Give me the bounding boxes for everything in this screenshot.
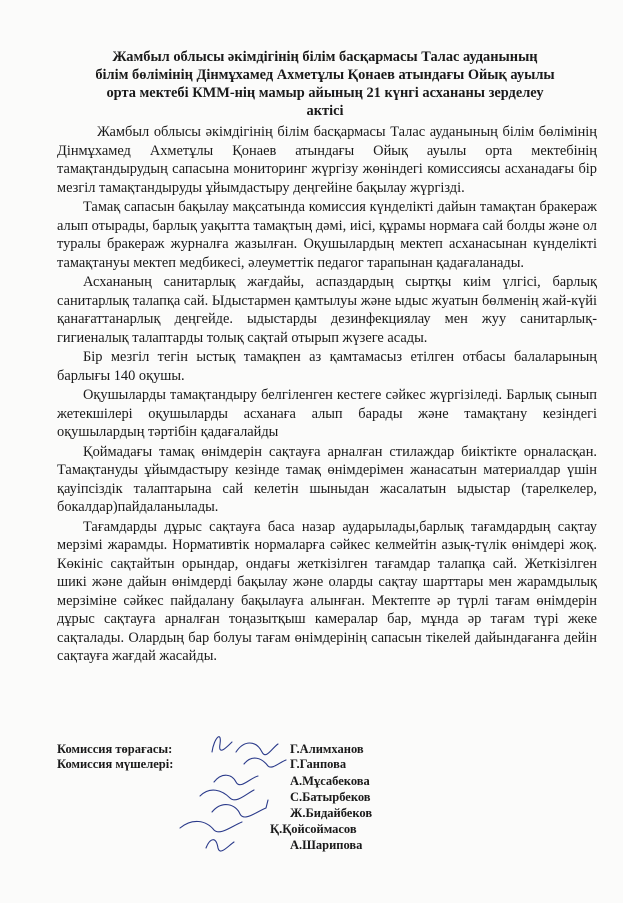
title-line-4: актісі xyxy=(306,103,344,119)
signatory-name: А.Мұсабекова xyxy=(290,774,370,788)
paragraph-schedule: Оқушыларды тамақтандыру белгіленген кестеге сәйкес жүргізіледі. Барлық сынып жетекшілері оқушыларды асханаға алып барады және тамақтану кезіндегі оқушылардың тәртібін қадағалайды xyxy=(57,387,597,440)
paragraph-sanitary: Асхананың санитарлық жағдайы, аспаздардың сыртқы киім үлгісі, барлық санитарлық талапқа сай. Ыдыстармен қамтылуы және ыдыс жуатын бөлменің жай-күйі қанағаттанарлық деңгейде. ыдыстарды дезинфекциялау мен жуу санитарлық-гигиеналық талаптарды толық сақтай отырып жүзеге асады. xyxy=(57,274,597,346)
paragraph-intro: Жамбыл облысы әкімдігінің білім басқармасы Талас ауданының білім бөлімінің Дінмұхамед Ахметұлы Қонаев атындағы Ойық ауылы орта мектебінің тамақтандырудың сапасына мониторинг жүргізу жөніндегі комиссиясы асханадағы бір мезгіл тамақтандыруды ұйымдастыру деңгейіне бақылау жүргізді. xyxy=(57,124,597,196)
title-line-1: Жамбыл облысы әкімдігінің білім басқармасы Талас ауданының xyxy=(112,49,538,65)
signatory-name: А.Шарипова xyxy=(290,838,363,852)
chair-label: Комиссия төрағасы: xyxy=(57,742,173,756)
signature-member-1 xyxy=(244,758,286,767)
title-line-3: орта мектебі КММ-нің мамыр айының 21 күнгі асхананы зерделеу xyxy=(106,85,544,101)
document-body xyxy=(57,123,597,667)
paragraph-storage: Қоймадағы тамақ өнімдерін сақтауға арналған стилаждар биіктікте орналасқан. Тамақтануды ұйымдастыру кезінде тамақ өнімдерімен жанасатын материалдар үшін қауіпсіздік талаптарына сай келетін шыныдан жасалатын ыдыстар (тарелкелер, бокалдар)пайдаланылады. xyxy=(57,443,597,515)
signature-member-2 xyxy=(214,775,258,784)
members-label: Комиссия мүшелері: xyxy=(57,757,174,771)
title-line-2: білім бөлімінің Дінмұхамед Ахметұлы Қонаев атындағы Ойық ауылы xyxy=(95,67,555,83)
paragraph-free-meals: Бір мезгіл тегін ыстық тамақпен аз қамтамасыз етілген отбасы балаларының барлығы 140 оқушы. xyxy=(57,349,597,384)
paragraph-food-quality: Тамақ сапасын бақылау мақсатында комиссия күнделікті дайын тамақтан бракераж алып отырады, барлық уақытта тамақтың дәмі, иісі, құрамы нормаға сай болды және ол туралы бракераж журналға жазылған. Оқушылардың мектеп асханасынан күнделікті тамақтануы мектеп медбикесі, әлеуметтік педагог тарапынан қадағаланады. xyxy=(57,199,597,271)
signature-member-4 xyxy=(212,800,268,817)
signatory-name: Г.Алимханов xyxy=(290,742,364,756)
signature-chair xyxy=(212,737,232,752)
document-title xyxy=(55,48,595,120)
signatory-name: Қ.Қойсоймасов xyxy=(270,822,357,836)
signature-member-6 xyxy=(206,840,234,851)
signature-chair-tail xyxy=(236,743,278,755)
signatory-name: Г.Ганпова xyxy=(290,757,347,771)
signature-member-3 xyxy=(200,790,254,800)
signature-member-5 xyxy=(180,821,242,831)
paragraph-food-storage: Тағамдарды дұрыс сақтауға баса назар аударылады,барлық тағамдардың сақтау мерзімі жарамды. Нормативтік нормаларға сәйкес келмейтін азық-түлік өнімдері жоқ. Көкініс сақтайтын орындар, ондағы жеткізілген тағамдар талапқа сай. Жеткізілген шикі және дайын өнімдерді бақылау және оларды сақтау шарттары мен жарамдылық мерзіміне сәйкес пайдалану бақылауға алынған. Мектепте әр түрлі тағам өнімдерін дұрыс сақтауға арналған тоңазытқыш камералар бар, мұнда әр тағам түрі жеке сақталады. Олардың бар болуы тағам өнімдерінің сапасын тікелей дайындағанға дейін сақтауға жағдай жасайды. xyxy=(57,518,597,664)
signatory-name: Ж.Бидайбеков xyxy=(290,806,373,820)
signatory-name: С.Батырбеков xyxy=(290,790,371,804)
